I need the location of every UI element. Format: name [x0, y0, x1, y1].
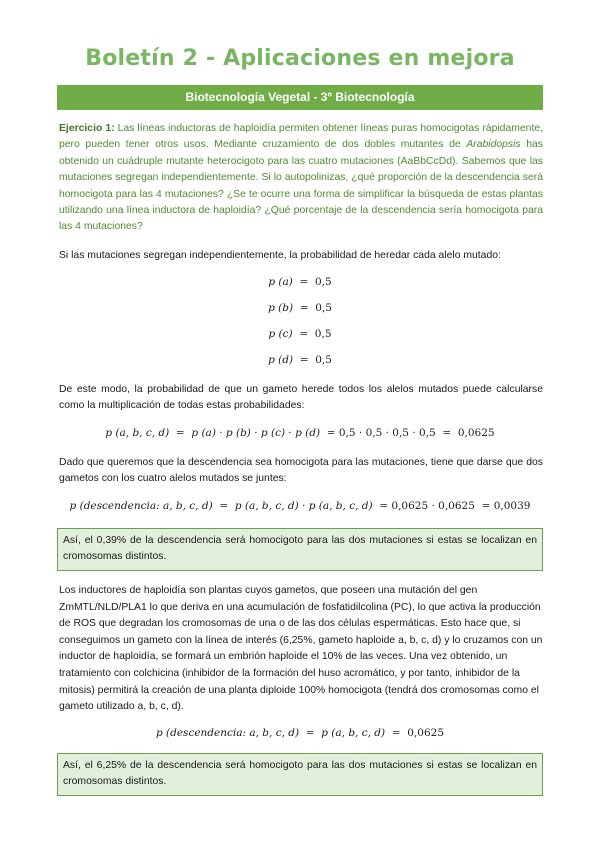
exercise-label: Ejercicio 1:	[59, 123, 115, 134]
prob-equation-d: p (d) = 0,5	[268, 354, 332, 366]
species-name: Arabidopsis	[466, 139, 521, 151]
subject-banner: Biotecnología Vegetal - 3º Biotecnología	[57, 85, 543, 110]
answer-intro: Si las mutaciones segregan independientemente, la probabilidad de heredar cada alelo mutado:	[59, 250, 501, 261]
result-box-1: Así, el 0,39% de la descendencia será homocigoto para las dos mutaciones si estas se localizan en cromosomas distintos.	[57, 528, 543, 571]
prob-equation-b: p (b) = 0,5	[268, 302, 332, 314]
exercise-statement	[59, 121, 543, 236]
offspring-text: Dado que queremos que la descendencia sea homocigota para las mutaciones, tiene que darse que dos gametos con los cuatro alelos mutados se juntes:	[59, 457, 543, 485]
prob-equation-a: p (a) = 0,5	[268, 276, 332, 288]
exercise-text-b: has obtenido un cuádruple mutante heterocigoto para las cuatro mutaciones (AaBbCcDd). Sabemos que las mutaciones segregan independientemente. Si lo autopolinizas, ¿qué proporción de la descendencia será homocigota para las 4 mutaciones? ¿Se te ocurre una forma de simplificar la búsqueda de estas plantas utilizando una línea inductora de haploidía? ¿Qué porcentaje de la descendencia sería homocigota para las 4 mutaciones?	[59, 139, 544, 233]
haploid-equation: p (descendencia: a, b, c, d) = p (a, b, c, d) = 0,0625	[155, 727, 445, 739]
gamete-text: De este modo, la probabilidad de que un gameto herede todos los alelos mutados puede calcularse como la multiplicación de todas estas probabilidades:	[59, 384, 543, 412]
result-box-2: Así, el 6,25% de la descendencia será homocigoto para las dos mutaciones si estas se localizan en cromosomas distintos.	[57, 753, 543, 796]
page-title: Boletín 2 - Aplicaciones en mejora	[85, 46, 515, 71]
gamete-equation: p (a, b, c, d) = p (a) · p (b) · p (c) · p (d) = 0,5 · 0,5 · 0,5 · 0,5 = 0,0625	[105, 427, 495, 439]
haploid-text: Los inductores de haploidía son plantas cuyos gametos, que poseen una mutación del gen ZmMTL/NLD/PLA1 lo que deriva en una acumulación de fosfatidilcolina (PC), lo que activa la producción de ROS que degradan los cromosomas de una o de las dos células espermáticas. Esto hace que, si conseguimos un gameto con la línea de interés (6,25%, gameto haploide a, b, c, d) y lo cruzamos con un inductor de haploidía, se formará un embrión haploide el 10% de las veces. Una vez obtenido, un tratamiento con colchicina (inhibidor de la formación del huso acromático, y por tanto, inhibidor de la mitosis) permitirá la creación de una planta diploide 100% homocigota (tendrá dos cromosomas como el gameto utilizado a, b, c, d).	[59, 585, 543, 713]
prob-equation-c: p (c) = 0,5	[268, 328, 332, 340]
offspring-equation: p (descendencia: a, b, c, d) = p (a, b, c, d) · p (a, b, c, d) = 0,0625 · 0,0625 = 0,0039	[69, 500, 531, 512]
exercise-text-a: Las líneas inductoras de haploidía permiten obtener líneas puras homocigotas rápidamente, pero pueden tener otros usos. Mediante cruzamiento de dos dobles mutantes de	[59, 123, 543, 151]
